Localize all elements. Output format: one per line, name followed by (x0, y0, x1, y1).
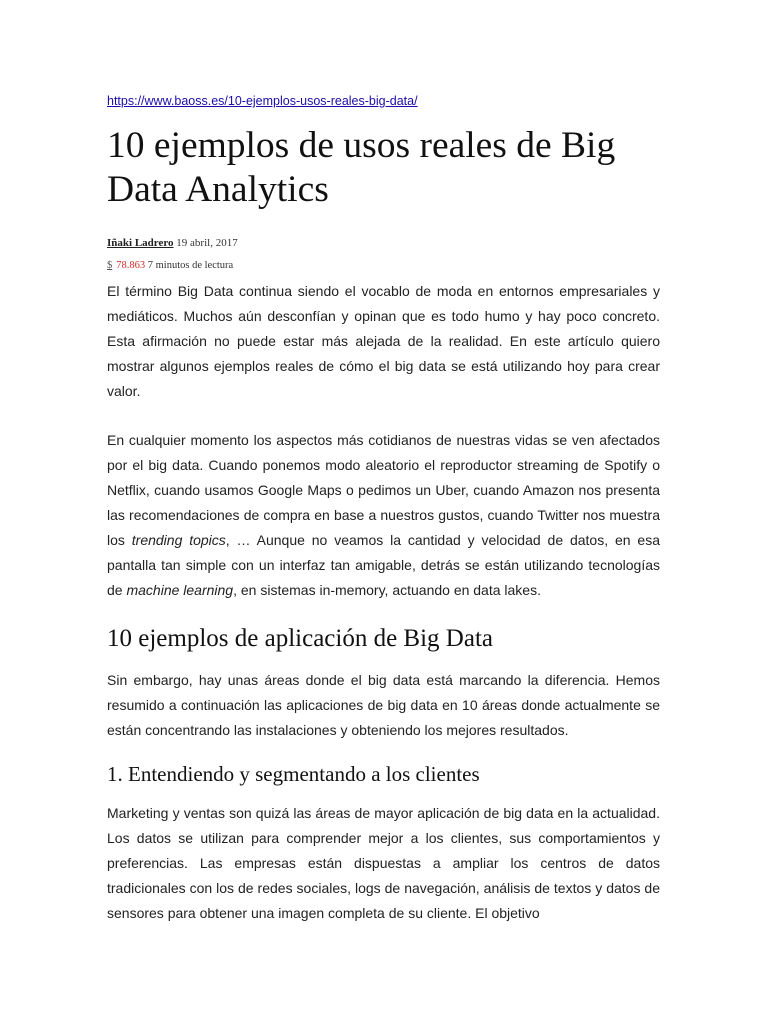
section-applications-paragraph: Sin embargo, hay unas áreas donde el big data está marcando la diferencia. Hemos resumido a continuación las aplicaciones de big data en 10 áreas donde actualmente se están concentrando las instalaciones y obteniendo los mejores resultados. (107, 672, 660, 738)
byline (107, 237, 238, 249)
section-heading-customers: 1. Entendiendo y segmentando a los clientes (107, 762, 480, 786)
intro-paragraph-1: El término Big Data continua siendo el vocablo de moda en entornos empresariales y mediáticos. Muchos aún desconfían y opinan que es todo humo y hay poco concreto. Esta afirmación no puede estar más alejada de la realidad. En este artículo quiero mostrar algunos ejemplos reales de cómo el big data se está utilizando hoy para crear valor. (107, 283, 660, 399)
trending-topics-emphasis: trending topics (131, 532, 226, 548)
read-time: 7 minutos de lectura (147, 260, 234, 271)
machine-learning-emphasis: machine learning (126, 582, 234, 598)
intro-paragraph-2: En cualquier momento los aspectos más cotidianos de nuestras vidas se ven afectados por el big data. Cuando ponemos modo aleatorio el reproductor streaming de Spotify o Netflix, cuando usamos Google Maps o pedimos un Uber, cuando Amazon nos presenta las recomendaciones de compra en base a nuestros gustos, cuando Twitter nos muestra los trending topics, … Aunque no veamos la cantidad y velocidad de datos, en esa pantalla tan simple con un interfaz tan amigable, detrás se están utilizando tecnologías de machine learning, en sistemas in-memory, actuando en data lakes. (107, 432, 660, 598)
article-title: 10 ejemplos de usos reales de Big Data Analytics (107, 125, 616, 210)
source-url-link[interactable]: https://www.baoss.es/10-ejemplos-usos-reales-big-data/ (107, 94, 418, 108)
article-meta (107, 260, 233, 271)
publish-date: 19 abril, 2017 (176, 237, 238, 249)
section-customers-paragraph: Marketing y ventas son quizá las áreas de mayor aplicación de big data en la actualidad. Los datos se utilizan para comprender mejor a los clientes, sus comportamientos y preferencias. Las empresas están dispuestas a ampliar los centros de datos tradicionales con los de redes sociales, logs de navegación, análisis de textos y datos de sensores para obtener una imagen completa de su cliente. El objetivo (107, 805, 660, 921)
section-heading-applications: 10 ejemplos de aplicación de Big Data (107, 625, 493, 652)
view-count: 78.863 (116, 260, 146, 271)
author-link[interactable]: Iñaki Ladrero (107, 237, 174, 249)
views-icon: $ (107, 260, 113, 271)
